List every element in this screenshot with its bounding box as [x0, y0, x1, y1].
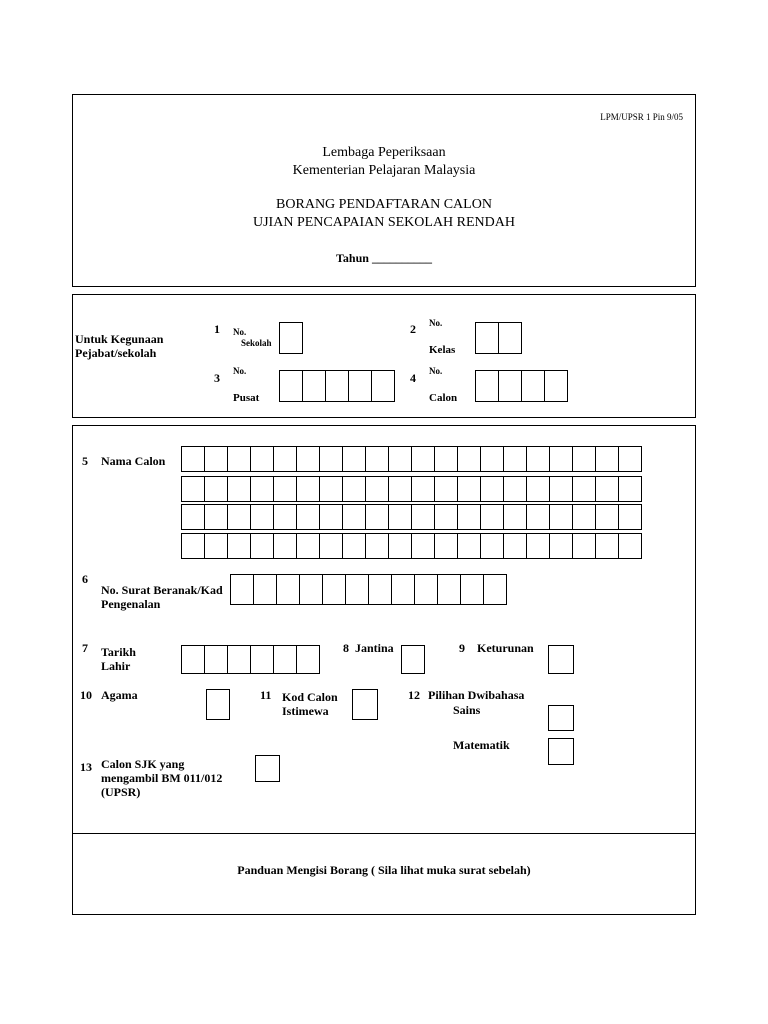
field-5-number: 5 [82, 454, 88, 468]
name-char-box[interactable] [618, 476, 642, 502]
field-11-label-line2: Istimewa [282, 704, 329, 718]
candidate-name-row[interactable] [181, 504, 642, 530]
name-char-box[interactable] [526, 533, 550, 559]
field-1-label-b: Sekolah [241, 338, 272, 348]
field-13-label-line3: (UPSR) [101, 785, 141, 799]
name-char-box[interactable] [273, 446, 297, 472]
name-char-box[interactable] [411, 504, 435, 530]
field-11-label-line1: Kod Calon [282, 690, 338, 704]
name-char-box[interactable] [273, 504, 297, 530]
field-9-number: 9 [459, 641, 465, 655]
name-char-box[interactable] [503, 446, 527, 472]
school-number-boxes[interactable] [279, 322, 303, 354]
name-char-box[interactable] [296, 446, 320, 472]
name-char-box[interactable] [411, 476, 435, 502]
name-char-box[interactable] [595, 504, 619, 530]
name-char-box[interactable] [365, 476, 389, 502]
field-12-label-line1: Pilihan Dwibahasa [428, 688, 525, 702]
name-char-box[interactable] [296, 504, 320, 530]
candidate-name-row[interactable] [181, 533, 642, 559]
name-char-box[interactable] [503, 533, 527, 559]
name-char-box[interactable] [296, 476, 320, 502]
org-name: Lembaga Peperiksaan [322, 145, 446, 160]
name-char-box[interactable] [388, 504, 412, 530]
field-12-number: 12 [408, 688, 420, 702]
name-char-box[interactable] [434, 504, 458, 530]
field-8-label: Jantina [355, 641, 394, 655]
name-char-box[interactable] [250, 446, 274, 472]
name-char-box[interactable] [181, 446, 205, 472]
guide-divider [73, 833, 695, 834]
ic-number-boxes[interactable] [230, 574, 507, 605]
name-char-box[interactable] [319, 446, 343, 472]
name-char-box[interactable] [572, 504, 596, 530]
name-char-box[interactable] [204, 446, 228, 472]
sjk-bm-box[interactable] [255, 755, 280, 782]
field-8-number: 8 [343, 641, 349, 655]
name-char-box[interactable] [227, 476, 251, 502]
birth-date-boxes[interactable] [181, 645, 320, 674]
name-char-box[interactable] [434, 446, 458, 472]
name-char-box[interactable] [457, 476, 481, 502]
name-char-box[interactable] [480, 504, 504, 530]
guide-note: Panduan Mengisi Borang ( Sila lihat muka surat sebelah) [237, 863, 531, 877]
name-char-box[interactable] [388, 476, 412, 502]
field-12-label-math: Matematik [453, 738, 510, 752]
name-char-box[interactable] [618, 504, 642, 530]
name-char-box[interactable] [388, 533, 412, 559]
name-char-box[interactable] [342, 446, 366, 472]
field-10-label: Agama [101, 688, 138, 702]
name-char-box[interactable] [365, 504, 389, 530]
math-option-box[interactable] [548, 738, 574, 765]
field-7-number: 7 [82, 641, 88, 655]
field-1-label-a: No. [233, 327, 247, 337]
name-char-box[interactable] [411, 446, 435, 472]
name-char-box[interactable] [227, 533, 251, 559]
name-char-box[interactable] [250, 476, 274, 502]
field-6-label-line2: Pengenalan [101, 597, 161, 611]
field-3-label-a: No. [233, 366, 247, 376]
name-char-box[interactable] [595, 446, 619, 472]
office-use-label-line2: Pejabat/sekolah [75, 346, 157, 360]
religion-box[interactable] [206, 689, 230, 720]
name-char-box[interactable] [411, 533, 435, 559]
candidate-name-row[interactable] [181, 446, 642, 472]
name-char-box[interactable] [342, 504, 366, 530]
name-char-box[interactable] [181, 504, 205, 530]
name-char-box[interactable] [319, 533, 343, 559]
name-char-box[interactable] [227, 504, 251, 530]
name-char-box[interactable] [549, 504, 573, 530]
field-4-label-a: No. [429, 366, 443, 376]
name-char-box[interactable] [549, 446, 573, 472]
name-char-box[interactable] [319, 504, 343, 530]
name-char-box[interactable] [457, 533, 481, 559]
special-code-box[interactable] [352, 689, 378, 720]
form-title: BORANG PENDAFTARAN CALON [276, 197, 492, 212]
gender-box[interactable] [401, 645, 425, 674]
field-5-label: Nama Calon [101, 454, 166, 468]
name-char-box[interactable] [503, 476, 527, 502]
name-char-box[interactable] [549, 533, 573, 559]
name-char-box[interactable] [319, 476, 343, 502]
header-section [72, 94, 696, 287]
name-char-box[interactable] [480, 446, 504, 472]
name-char-box[interactable] [572, 476, 596, 502]
name-char-box[interactable] [457, 446, 481, 472]
candidate-number-boxes[interactable] [475, 370, 568, 402]
name-char-box[interactable] [296, 533, 320, 559]
field-2-number: 2 [410, 322, 416, 336]
name-char-box[interactable] [204, 504, 228, 530]
name-char-box[interactable] [480, 476, 504, 502]
name-char-box[interactable] [480, 533, 504, 559]
name-char-box[interactable] [273, 476, 297, 502]
name-char-box[interactable] [457, 504, 481, 530]
office-use-section [72, 294, 696, 418]
field-13-number: 13 [80, 760, 92, 774]
name-char-box[interactable] [434, 533, 458, 559]
field-6-number: 6 [82, 572, 88, 586]
field-4-label-b: Calon [429, 392, 458, 404]
name-char-box[interactable] [181, 476, 205, 502]
field-2-label-a: No. [429, 318, 443, 328]
name-char-box[interactable] [618, 533, 642, 559]
field-3-number: 3 [214, 371, 220, 385]
field-7-label-line1: Tarikh [101, 645, 136, 659]
name-char-box[interactable] [250, 533, 274, 559]
name-char-box[interactable] [526, 504, 550, 530]
candidate-name-row[interactable] [181, 476, 642, 502]
name-char-box[interactable] [365, 446, 389, 472]
name-char-box[interactable] [434, 476, 458, 502]
year-field[interactable]: Tahun __________ [336, 251, 432, 265]
name-char-box[interactable] [388, 446, 412, 472]
name-char-box[interactable] [273, 533, 297, 559]
field-13-label-line2: mengambil BM 011/012 [101, 771, 223, 785]
field-1-number: 1 [214, 322, 220, 336]
name-char-box[interactable] [342, 476, 366, 502]
field-13-label-line1: Calon SJK yang [101, 757, 185, 771]
field-4-number: 4 [410, 371, 416, 385]
field-11-number: 11 [260, 688, 272, 702]
name-char-box[interactable] [595, 533, 619, 559]
name-char-box[interactable] [595, 476, 619, 502]
field-3-label-b: Pusat [233, 392, 260, 404]
name-char-box[interactable] [365, 533, 389, 559]
candidate-details-section [72, 425, 696, 915]
name-char-box[interactable] [250, 504, 274, 530]
ethnicity-box[interactable] [548, 645, 574, 674]
field-6-label-line1: No. Surat Beranak/Kad [101, 583, 223, 597]
form-subtitle: UJIAN PENCAPAIAN SEKOLAH RENDAH [253, 215, 515, 230]
name-char-box[interactable] [618, 446, 642, 472]
name-char-box[interactable] [181, 533, 205, 559]
name-char-box[interactable] [526, 446, 550, 472]
name-char-box[interactable] [526, 476, 550, 502]
name-char-box[interactable] [204, 533, 228, 559]
name-char-box[interactable] [549, 476, 573, 502]
name-char-box[interactable] [342, 533, 366, 559]
name-char-box[interactable] [572, 533, 596, 559]
office-use-label-line1: Untuk Kegunaan [75, 332, 164, 346]
form-code: LPM/UPSR 1 Pin 9/05 [600, 112, 683, 122]
field-10-number: 10 [80, 688, 92, 702]
field-2-label-b: Kelas [429, 344, 456, 356]
name-char-box[interactable] [572, 446, 596, 472]
name-char-box[interactable] [227, 446, 251, 472]
name-char-box[interactable] [503, 504, 527, 530]
science-option-box[interactable] [548, 705, 574, 731]
field-12-label-science: Sains [453, 703, 481, 717]
ministry-name: Kementerian Pelajaran Malaysia [292, 163, 476, 178]
field-7-label-line2: Lahir [101, 659, 131, 673]
centre-number-boxes[interactable] [279, 370, 395, 402]
name-char-box[interactable] [204, 476, 228, 502]
class-number-boxes[interactable] [475, 322, 522, 354]
field-9-label: Keturunan [477, 641, 534, 655]
